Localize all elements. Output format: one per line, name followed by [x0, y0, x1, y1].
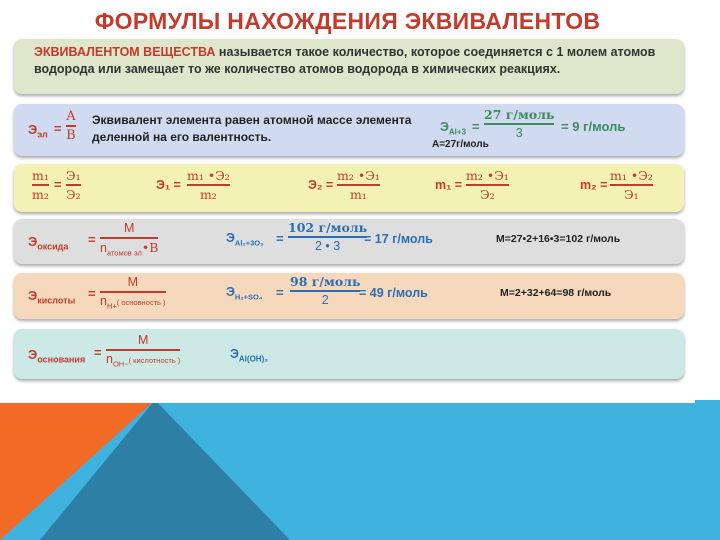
aluminium-equivalent-symbol: $Э_{Al+3}$: [440, 120, 467, 137]
alumina-equivalent-result: = 17 г/моль: [364, 232, 433, 246]
equals-sign: =: [94, 345, 102, 360]
oxide-equivalent-panel: [14, 219, 684, 264]
oxide-equivalent-symbol: $Э_{оксида}$: [28, 234, 69, 252]
alumina-equivalent-fraction: 102 г/моль 2 • 3: [288, 220, 368, 253]
definition-text: [34, 44, 684, 78]
m2-label: m₂ =: [580, 178, 608, 192]
aluminium-hydroxide-equivalent-symbol: $Э_{Al(OH)_3}$: [230, 347, 268, 364]
atomic-mass-over-valence: А В: [66, 109, 76, 143]
aluminium-equivalent-fraction: 27 г/моль 3: [484, 107, 555, 140]
alumina-molar-mass: M=27•2+16•3=102 г/моль: [496, 233, 621, 245]
m2-fraction: m₁ •Э₂ Э₁: [610, 168, 653, 202]
definition-panel: [14, 39, 684, 94]
alumina-equivalent-symbol: $Э_{Al_2+3O_3}$: [226, 231, 264, 248]
equals-sign: =: [54, 177, 62, 192]
element-equivalent-rule: Эквивалент элемента равен атомной массе элемента деленной на его валентность.: [92, 113, 412, 144]
oxide-equivalent-fraction: М $n_{атомов эл}•В$: [100, 221, 159, 257]
aluminium-atomic-mass-note: А=27г/моль: [432, 139, 489, 150]
mass-ratio-panel: [14, 164, 684, 212]
sulfuric-acid-molar-mass: M=2+32+64=98 г/моль: [500, 287, 612, 299]
acid-equivalent-symbol: $Э_{кислоты}$: [28, 288, 76, 306]
equals-sign: =: [276, 231, 284, 246]
equals-sign: =: [472, 119, 480, 134]
e1-fraction: m₁ •Э₂ m₂: [187, 168, 230, 202]
e2-fraction: m₂ •Э₁ m₁: [337, 168, 380, 202]
base-equivalent-symbol: $Э_{основания}$: [28, 347, 86, 365]
base-equivalent-panel: [14, 329, 684, 379]
equals-sign: =: [88, 286, 96, 301]
definition-term: ЭКВИВАЛЕНТОМ ВЕЩЕСТВА: [34, 45, 216, 59]
m1-label: m₁ =: [435, 178, 463, 192]
base-equivalent-fraction: М $n_{OH-}$( кислотность ): [106, 333, 181, 368]
acid-equivalent-fraction: М $n_{H+}$( основность ): [100, 275, 166, 310]
page-title: ФОРМУЛЫ НАХОЖДЕНИЯ ЭКВИВАЛЕНТОВ: [94, 8, 601, 34]
e1-label: Э₁ =: [156, 178, 181, 192]
equals-sign: =: [54, 121, 62, 136]
sulfuric-acid-equivalent-fraction: 98 г/моль 2: [290, 274, 361, 307]
equals-sign: =: [88, 232, 96, 247]
e2-label: Э₂ =: [308, 178, 334, 192]
m1-fraction: m₂ •Э₁ Э₂: [466, 168, 509, 202]
mass-ratio-fraction: m₁ m₂: [32, 168, 49, 202]
acid-equivalent-panel: [14, 273, 684, 319]
definition-body: называется такое количество, которое соединяется с 1 молем атомов водорода или замещает то же количество атомов водорода в химических реакциях.: [34, 45, 656, 76]
element-equivalent-panel: [14, 104, 684, 156]
element-equivalent-symbol: $Э_{эл}$: [28, 122, 48, 140]
sulfuric-acid-equivalent-result: = 49 г/моль: [359, 286, 428, 300]
equals-sign: =: [276, 285, 284, 300]
equivalent-ratio-fraction: Э₁ Э₂: [66, 168, 81, 202]
sulfuric-acid-equivalent-symbol: $Э_{H_2+SO_4}$: [226, 285, 263, 302]
aluminium-equivalent-result: = 9 г/моль: [561, 119, 626, 134]
